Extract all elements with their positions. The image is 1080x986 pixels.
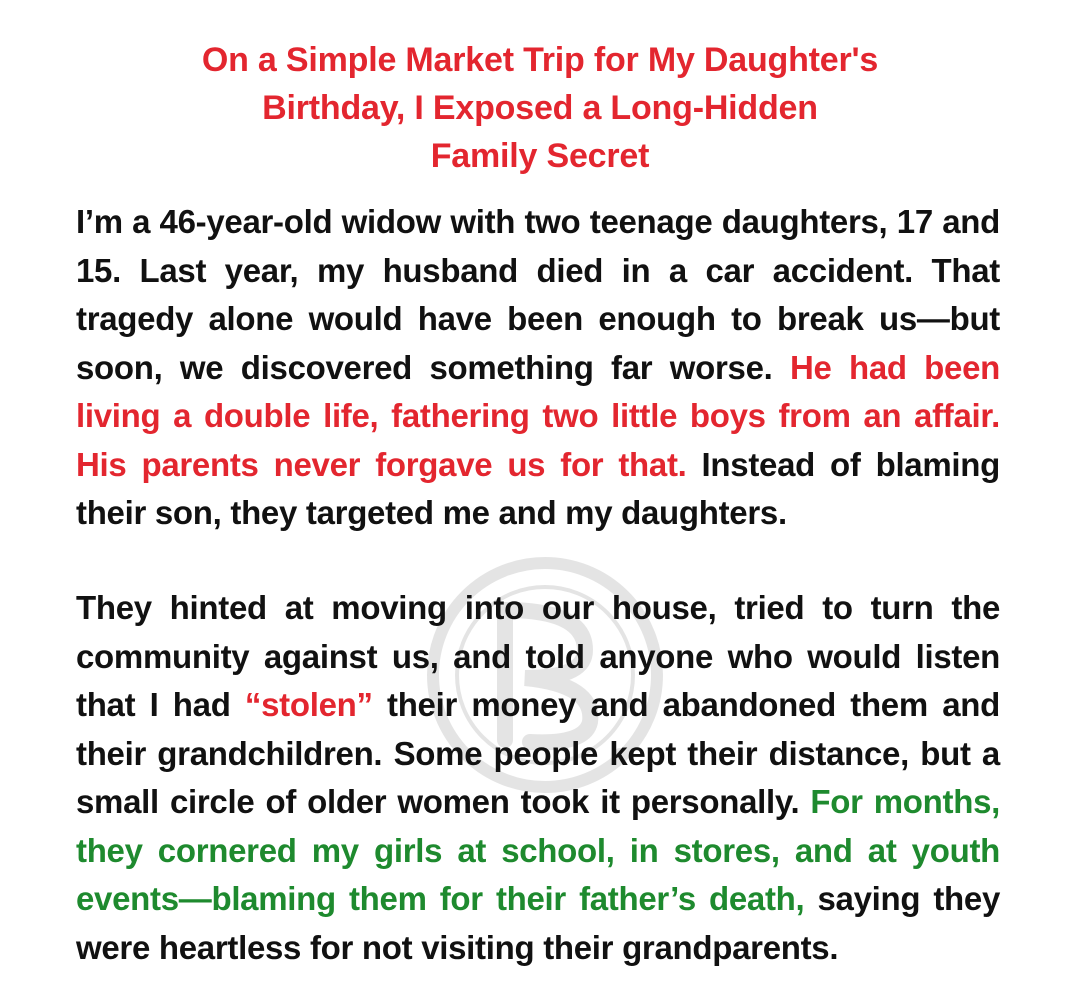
paragraph-2-text-middle: their money and abandoned them and their grandchildren. Some people kept their distance, but a small circle of older women took it personally. — [76, 686, 1000, 820]
title-line-3: Family Secret — [430, 137, 650, 175]
paragraph-2-red-highlight: “stolen” — [244, 686, 373, 723]
paragraph-1-red-highlight: He had been living a double life, fathering two little boys from an affair. His parents never forgave us for that. — [76, 348, 1000, 483]
paragraph-1 — [76, 198, 1000, 538]
paragraph-1-text-end: Instead of blaming their son, they targeted me and my daughters. — [76, 445, 1000, 531]
paragraph-2-text-end: saying they were heartless for not visiting their grandparents. — [76, 880, 1000, 966]
paragraph-2 — [76, 584, 1000, 972]
title-line-2: Birthday, I Exposed a Long-Hidden — [262, 89, 818, 127]
paragraph-2-text-start: They hinted at moving into our house, tried to turn the community against us, and told anyone who would listen that I had — [76, 589, 1000, 723]
paragraph-1-text-start: I’m a 46-year-old widow with two teenage daughters, 17 and 15. Last year, my husband died in a car accident. That tragedy alone would have been enough to break us—but soon, we discovered something far worse. — [76, 203, 1000, 386]
paragraph-2-green-highlight: For months, they cornered my girls at school, in stores, and at youth events—blaming them for their father’s death, — [76, 783, 1000, 917]
title-line-1: On a Simple Market Trip for My Daughter's — [201, 41, 879, 79]
story-title — [120, 36, 960, 180]
